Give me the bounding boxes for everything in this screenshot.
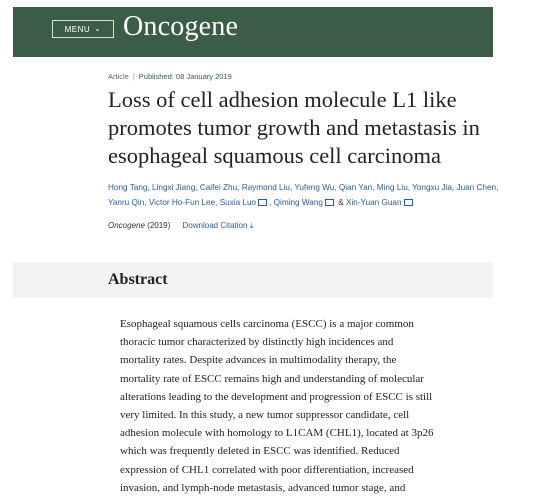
- citation-year: (2019): [147, 221, 171, 230]
- meta-separator: |: [132, 72, 135, 81]
- abstract-line: adhesion molecule with homology to L1CAM (CHL1), located at 3p26: [120, 427, 434, 440]
- email-icon[interactable]: [404, 199, 413, 206]
- article-title: Loss of cell adhesion molecule L1 like promotes tumor growth and metastasis in esophageal squamous cell carcinoma: [108, 87, 480, 168]
- author-link[interactable]: Yanru Qin: [108, 198, 145, 207]
- abstract-line: which was frequently deleted in ESCC was identified. Reduced: [120, 445, 400, 458]
- journal-name: Oncogene: [108, 221, 145, 230]
- author-link[interactable]: Juan Chen: [456, 183, 497, 192]
- abstract-line: mortality rate of ESCC remains high and understanding of molecular: [120, 372, 424, 385]
- abstract-line: very limited. In this study, a new tumor suppressor candidate, cell: [120, 409, 410, 422]
- abstract-line: alterations leading to the development and progression of ESCC is still: [120, 390, 433, 403]
- ampersand: &: [338, 198, 344, 207]
- author-link[interactable]: Caifei Zhu: [199, 183, 238, 192]
- article-type: Article: [108, 72, 129, 81]
- abstract-heading: Abstract: [108, 271, 168, 288]
- article-meta: [108, 72, 232, 81]
- author-link[interactable]: Xin-Yuan Guan: [346, 198, 402, 207]
- author-link[interactable]: Ming Liu: [376, 183, 408, 192]
- abstract-body: [120, 315, 492, 497]
- author-link[interactable]: Qian Yan: [338, 183, 373, 192]
- author-list: Hong Tang, Lingxi Jiang, Caifei Zhu, Raymond Liu, Yufeng Wu, Qian Yan, Ming Liu, Yongxu Jia, Juan Chen, Yanru Qin, Victor Ho-Fun Lee, Suxia Luo , Qiming Wang & Xin-Yuan Guan: [108, 183, 499, 207]
- author-link[interactable]: Lingxi Jiang: [152, 183, 196, 192]
- site-header: [13, 7, 493, 57]
- download-citation-link[interactable]: [183, 221, 254, 230]
- author-link[interactable]: Yongxu Jia: [412, 183, 452, 192]
- abstract-header-bar: [13, 262, 493, 298]
- abstract-line: invasion, and lymph-node metastasis, advanced tumor stage, and: [120, 481, 406, 494]
- author-link[interactable]: Suxia Luo: [219, 198, 257, 207]
- published-date: Published: 08 January 2019: [138, 72, 232, 81]
- email-icon[interactable]: [325, 199, 334, 206]
- download-citation-label: Download Citation: [182, 221, 248, 230]
- chevron-down-icon: ⌄: [94, 24, 102, 33]
- author-link[interactable]: Victor Ho-Fun Lee: [148, 198, 216, 207]
- citation-line: [108, 221, 253, 231]
- author-link[interactable]: Raymond Liu: [241, 183, 290, 192]
- author-link[interactable]: Hong Tang: [108, 183, 148, 192]
- abstract-line: Esophageal squamous cells carcinoma (ESCC) is a major common: [120, 318, 414, 330]
- email-icon[interactable]: [258, 199, 267, 206]
- download-icon: ⤓: [249, 221, 254, 230]
- abstract-line: expression of CHL1 correlated with poor differentiation, increased: [120, 463, 414, 476]
- menu-label: MENU: [64, 24, 91, 34]
- menu-button[interactable]: [52, 20, 114, 38]
- author-link[interactable]: Qiming Wang: [273, 198, 323, 207]
- abstract-line: thoracic tumor characterized by distinctly high incidences and: [120, 336, 394, 349]
- journal-logo[interactable]: Oncogene: [123, 11, 239, 42]
- abstract-line: mortality rates. Despite advances in multimodality therapy, the: [120, 354, 397, 367]
- author-link[interactable]: Yufeng Wu: [294, 183, 335, 192]
